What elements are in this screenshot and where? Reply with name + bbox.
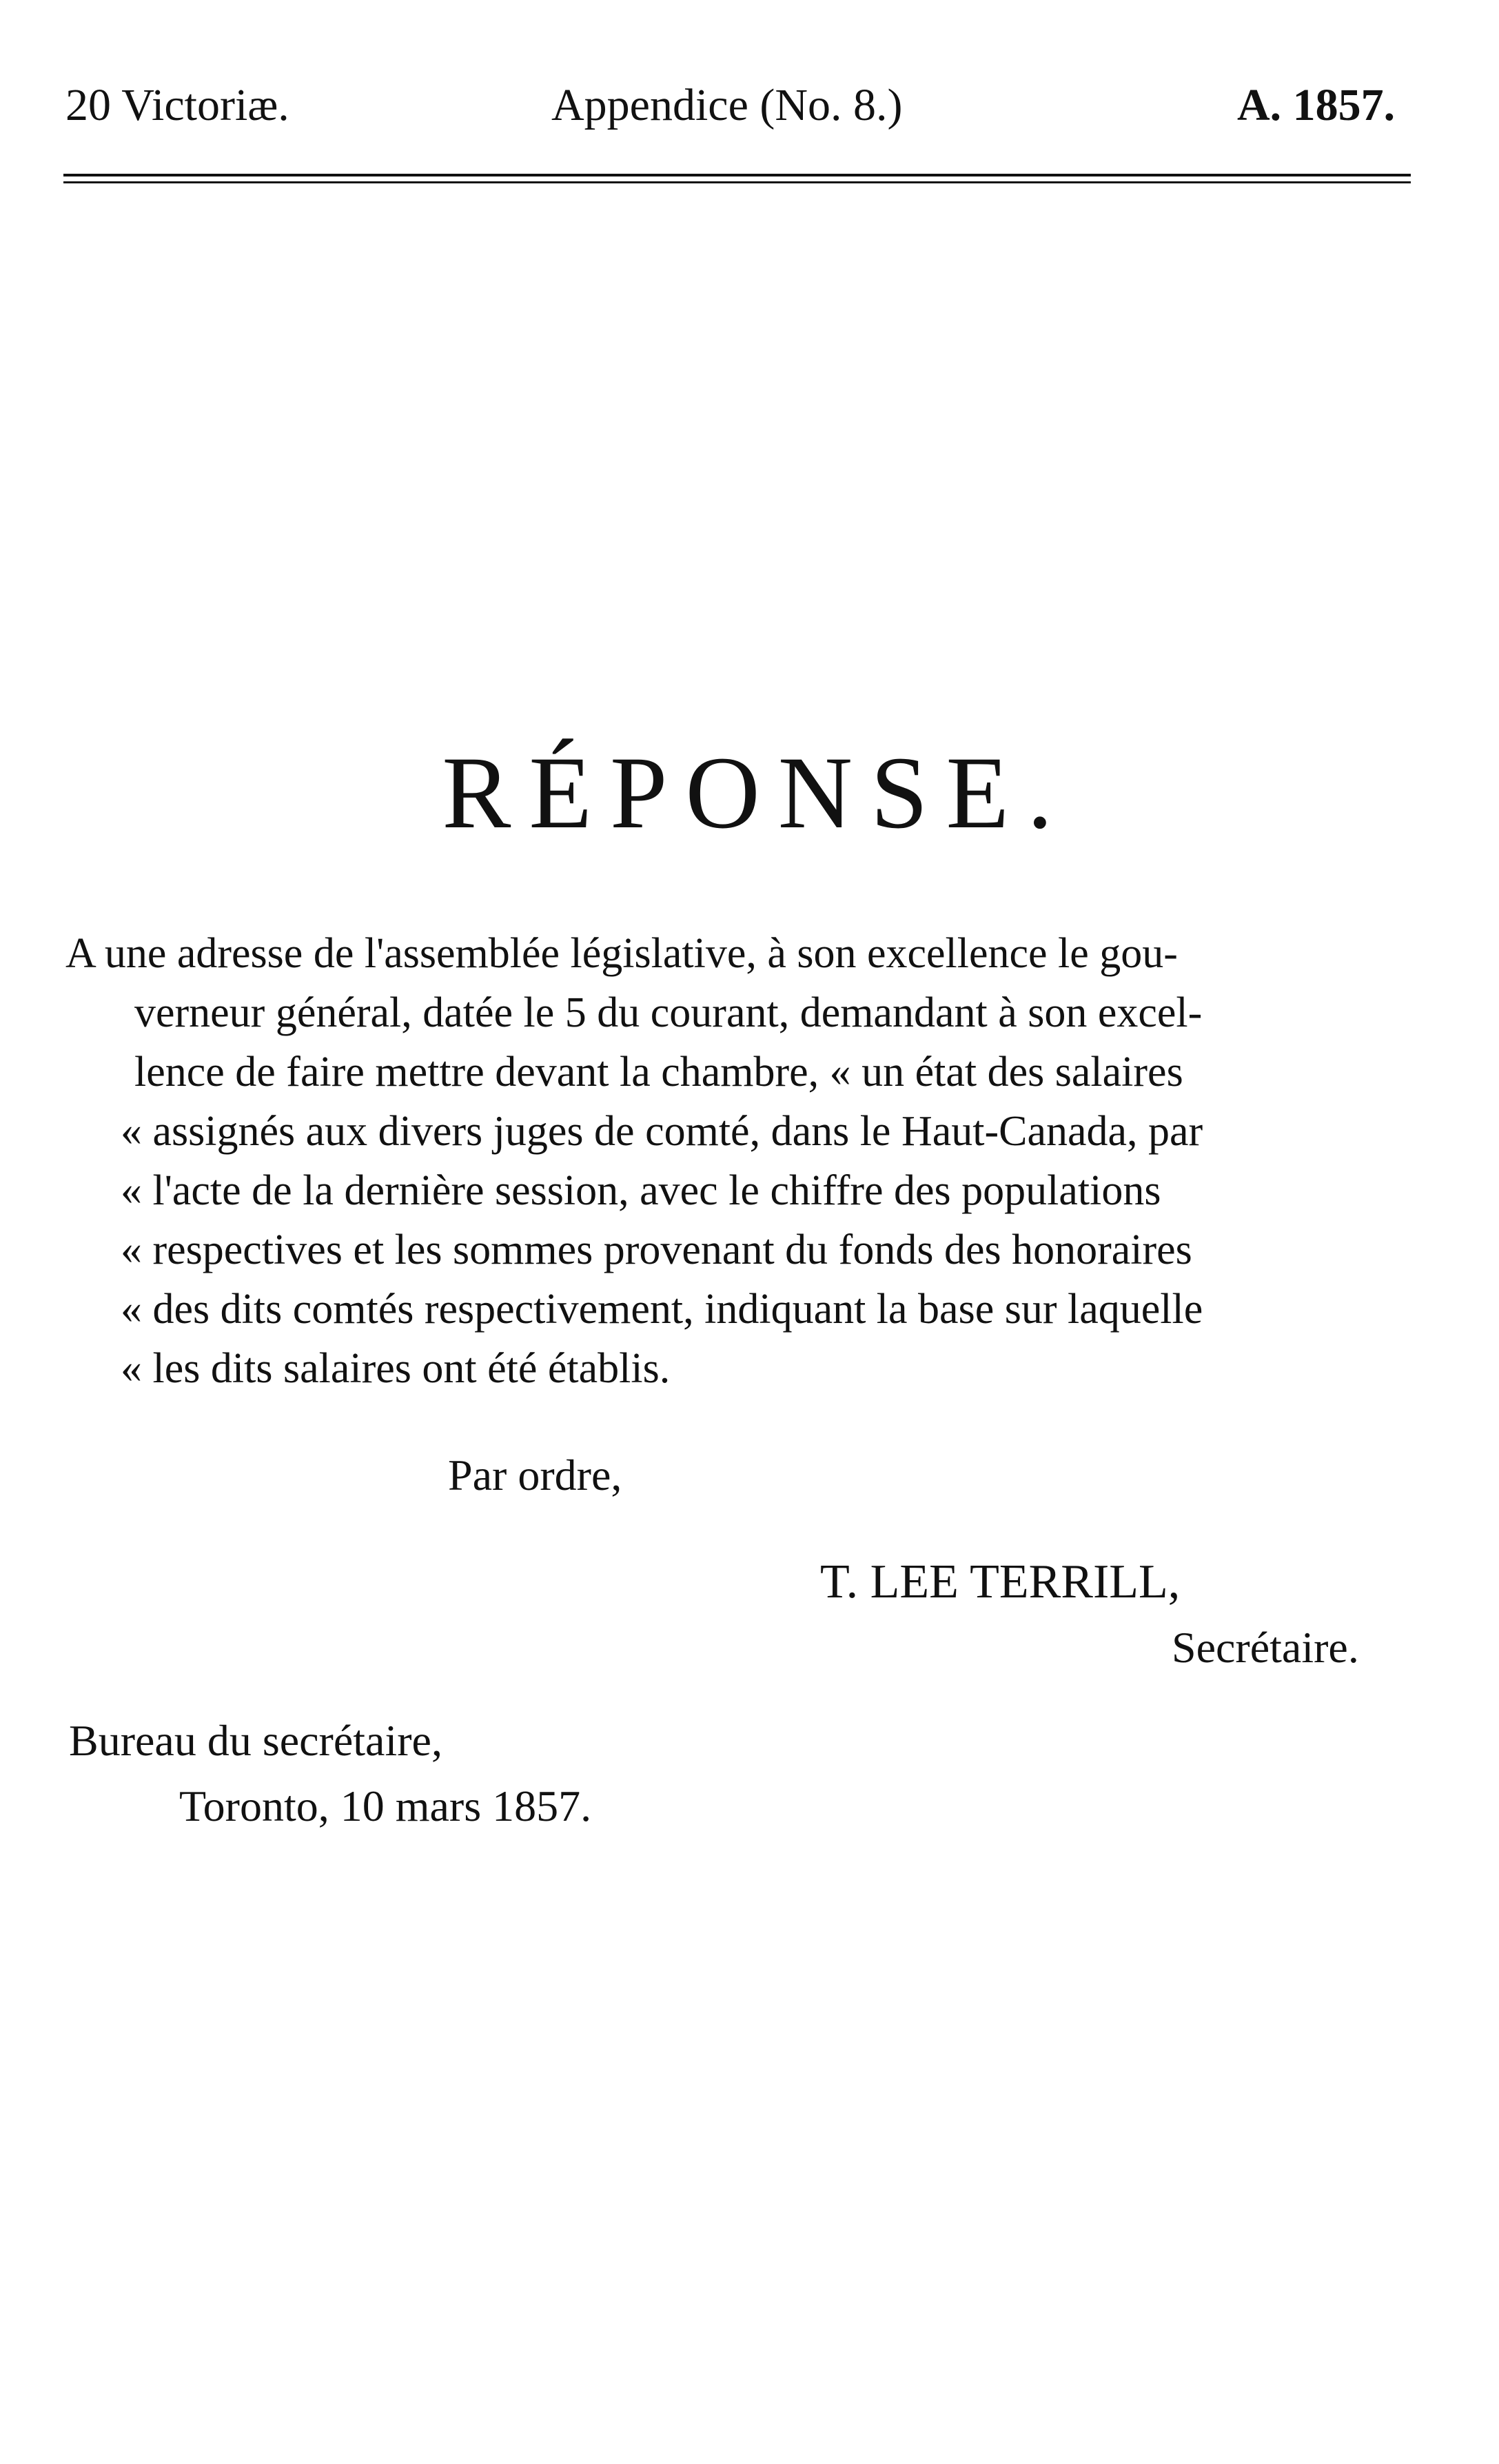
body-line-1: A une adresse de l'assemblée législative, à son excellence le gou- — [65, 930, 1178, 977]
signature-order: Par ordre, — [448, 1451, 622, 1499]
header-rule-bottom — [63, 181, 1411, 183]
place-office: Bureau du secrétaire, — [69, 1716, 442, 1765]
place-date: Toronto, 10 mars 1857. — [179, 1781, 592, 1830]
title-text: RÉPONSE. — [442, 736, 1071, 850]
body-line-5: « l'acte de la dernière session, avec le chiffre des populations — [121, 1167, 1161, 1214]
body-line-2: verneur général, datée le 5 du courant, demandant à son excel- — [134, 989, 1203, 1036]
header-rule-top — [63, 174, 1411, 176]
signature-title: Secrétaire. — [1172, 1623, 1359, 1672]
page-header — [65, 74, 1416, 137]
body-line-7: « des dits comtés respectivement, indiquant la base sur laquelle — [121, 1286, 1203, 1333]
body-line-8: « les dits salaires ont été établis. — [121, 1345, 671, 1392]
header-year: A. 1857. — [1237, 80, 1396, 130]
header-session: 20 Victoriæ. — [65, 80, 289, 130]
body-line-6: « respectives et les sommes provenant du fonds des honoraires — [121, 1226, 1192, 1273]
document-title — [0, 731, 1499, 855]
header-appendix: Appendice (No. 8.) — [551, 80, 903, 130]
body-line-4: « assignés aux divers juges de comté, dans le Haut-Canada, par — [121, 1108, 1203, 1155]
body-line-3: lence de faire mettre devant la chambre, « un état des salaires — [134, 1049, 1183, 1095]
signature-name: T. LEE TERRILL, — [820, 1555, 1181, 1608]
